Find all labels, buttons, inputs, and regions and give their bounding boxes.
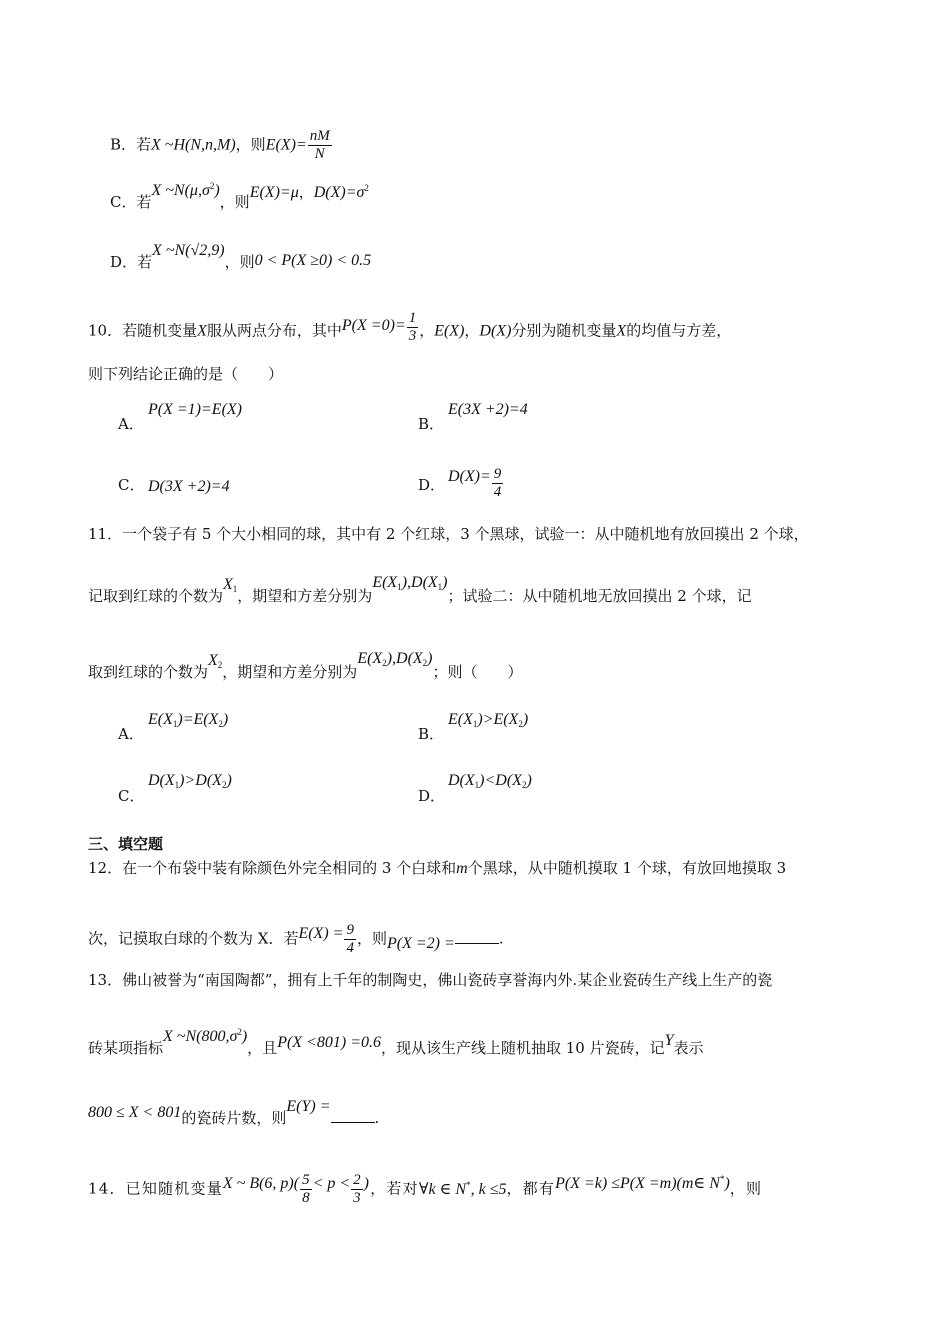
q14-text-c: ，都有 [506,1179,556,1198]
q11-moments1: $E(X_1),D(X_1)$ [372,574,448,592]
q11-text-d: 取到红球的个数为 [88,663,209,681]
q13-stem-line3 [88,1098,380,1129]
q13-stem-line1: 13．佛山被誉为“南国陶都”，拥有上千年的制陶史，佛山瓷砖享誉海内外.某企业瓷砖生产线上生产的瓷 [88,971,773,989]
q14-text-b: ，若对 [370,1179,419,1198]
q13-y: Y [664,1032,674,1049]
q10-option-a: P(X =1)=E(X) [148,401,242,418]
q9-d-text: ，则 [224,253,255,271]
q9-b-fraction: $\frac{nM}{N}$ [309,128,330,162]
q13-end: . [374,1109,380,1127]
q11-text-b: ，期望和方差分别为 [237,587,373,605]
q9-d-dist: X ~N(√2,9) [152,242,225,259]
q10-text-f: 的均值与方差， [626,321,732,340]
q9-c-variance: $D(X)=\sigma^2$ [313,183,369,201]
q11-stem-line1: 11．一个袋子有 5 个大小相同的球，其中有 2 个红球，3 个黑球，试验一：从中随机地有放回摸出 2 个球， [88,525,809,543]
q14-frac2: $\frac{2}{3}$ [353,1172,361,1206]
q12-stem-line1 [88,858,786,879]
q12-end: . [498,929,504,948]
q11-option-b: $E(X_1)>E(X_2)$ [448,711,529,729]
q9-d-label: D．若 [110,253,153,271]
q10-prob: P(X =0)= [341,316,406,334]
q11-option-d: $D(X_1)<D(X_2)$ [448,772,532,790]
q13-text-a: 砖某项指标 [88,1039,164,1057]
q9-b-formula: X ~H(N,n,M) [151,136,236,154]
q9-c-expectation: E(X)=μ [249,184,299,201]
q13-prob: P(X <801) =0.6 [277,1034,381,1051]
q10-option-d: D(X)= $\frac{9}{4}$ [448,466,502,500]
q9-b-text: ，则 [235,135,266,154]
q10-text-e: 分别为随机变量 [511,321,617,340]
q10-option-a-label: A． [118,415,144,433]
section-title: 三、填空题 [88,835,164,853]
q13-dist: X $\sim N(800,\sigma^2)$ [163,1027,248,1045]
q12-text-d: ，则 [356,929,387,948]
q12-text-b: 个黑球，从中随机摸取 1 个球，有放回地摸取 3 [467,859,787,877]
q13-text-e: 的瓷砖片数，则 [181,1109,287,1127]
q12-fraction: $\frac{9}{4}$ [346,922,354,956]
q11-text-f: ；则（ ） [432,663,523,681]
q14-frac1: $\frac{5}{8}$ [302,1172,310,1206]
q11-x2: $X_2$ [208,652,223,670]
q10-stem-line2: 则下列结论正确的是（ ） [88,365,284,383]
q9-c-label: C．若 [110,193,152,211]
q14-text-a: 14．已知随机变量 [88,1179,223,1198]
q11-text-e: ，期望和方差分别为 [222,663,358,681]
q12-text-c: 次，记摸取白球的个数为 X．若 [88,929,299,948]
q10-stem-line1 [88,310,732,349]
q9-c-dist: X $\sim N(\mu,\sigma^2)$ [151,181,220,199]
q13-text-c: ，现从该生产线上随机抽取 10 片瓷砖，记 [380,1039,665,1057]
q13-stem-line2 [88,1027,704,1059]
q9-option-d [110,242,372,273]
q10-text-b: 服从两点分布，其中 [206,321,342,340]
q11-option-a-label: A． [118,725,144,743]
q11-option-c: $D(X_1)>D(X_2)$ [148,772,232,790]
q11-text-c: ；试验二：从中随机地无放回摸出 2 个球，记 [447,587,752,605]
q13-range: 800 ≤ X < 801 [88,1104,182,1121]
q11-option-d-label: D． [418,787,446,805]
q10-text-d: ， [464,321,480,340]
q12-text-a: 12．在一个布袋中装有除颜色外完全相同的 3 个白球和 [88,859,457,877]
q10-option-c-label: C． [118,476,145,494]
q9-b-label: B．若 [110,135,152,154]
q13-text-b: ，且 [247,1039,278,1057]
q14-close: ) [363,1174,371,1192]
q11-option-b-label: B． [418,725,445,743]
q13-answer-blank[interactable] [331,1108,375,1123]
q9-c-sep: ， [298,183,314,201]
q12-m: m [456,860,468,877]
q14-stem-line1 [88,1172,762,1207]
q10-text-a: 10．若随机变量 [88,321,198,340]
q12-answer-blank[interactable] [455,929,499,944]
q12-prob: P(X =2) = [386,934,455,952]
q13-text-d: 表示 [673,1039,704,1057]
q9-b-expectation: E(X)= [265,136,307,154]
q11-stem-line2 [88,574,752,611]
q14-mid: < p < [312,1174,351,1192]
q11-moments2: $E(X_2),D(X_2)$ [357,650,433,668]
q11-x1: $X_1$ [223,576,238,594]
q10-dx: D(X) [479,322,512,340]
q11-text-a: 记取到红球的个数为 [88,587,224,605]
q13-ey: E(Y) = [286,1098,331,1115]
q11-stem-line3 [88,650,523,687]
q14-ineq: P(X =k) ≤P(X =m)(m∈ N*) [555,1173,730,1192]
q11-option-a: $E(X_1)=E(X_2)$ [148,711,229,729]
q14-text-d: ，则 [729,1179,763,1198]
q14-forall: ∀k ∈ N*, k ≤5 [418,1179,507,1198]
q14-dist: X ~ B(6, p)( [222,1174,300,1192]
q10-var2: X [616,322,627,340]
q9-c-text: ，则 [219,193,250,211]
q10-fraction: $\frac{1}{3}$ [408,310,417,344]
q9-option-c [110,181,369,213]
q10-option-d-label: D． [418,476,446,494]
q10-var: X [197,322,207,340]
q12-ex: E(X) = [298,924,344,942]
q10-ex: E(X) [434,322,465,340]
q10-option-b-label: B． [418,415,445,433]
q10-option-b: E(3X +2)=4 [448,401,528,418]
q9-option-b [110,128,333,163]
q9-d-inequality: 0 < P(X ≥0) < 0.5 [254,252,372,269]
q10-option-c: D(3X +2)=4 [148,478,230,495]
q12-stem-line2 [88,922,504,957]
q11-option-c-label: C． [118,787,145,805]
q10-text-c: ， [419,321,435,340]
